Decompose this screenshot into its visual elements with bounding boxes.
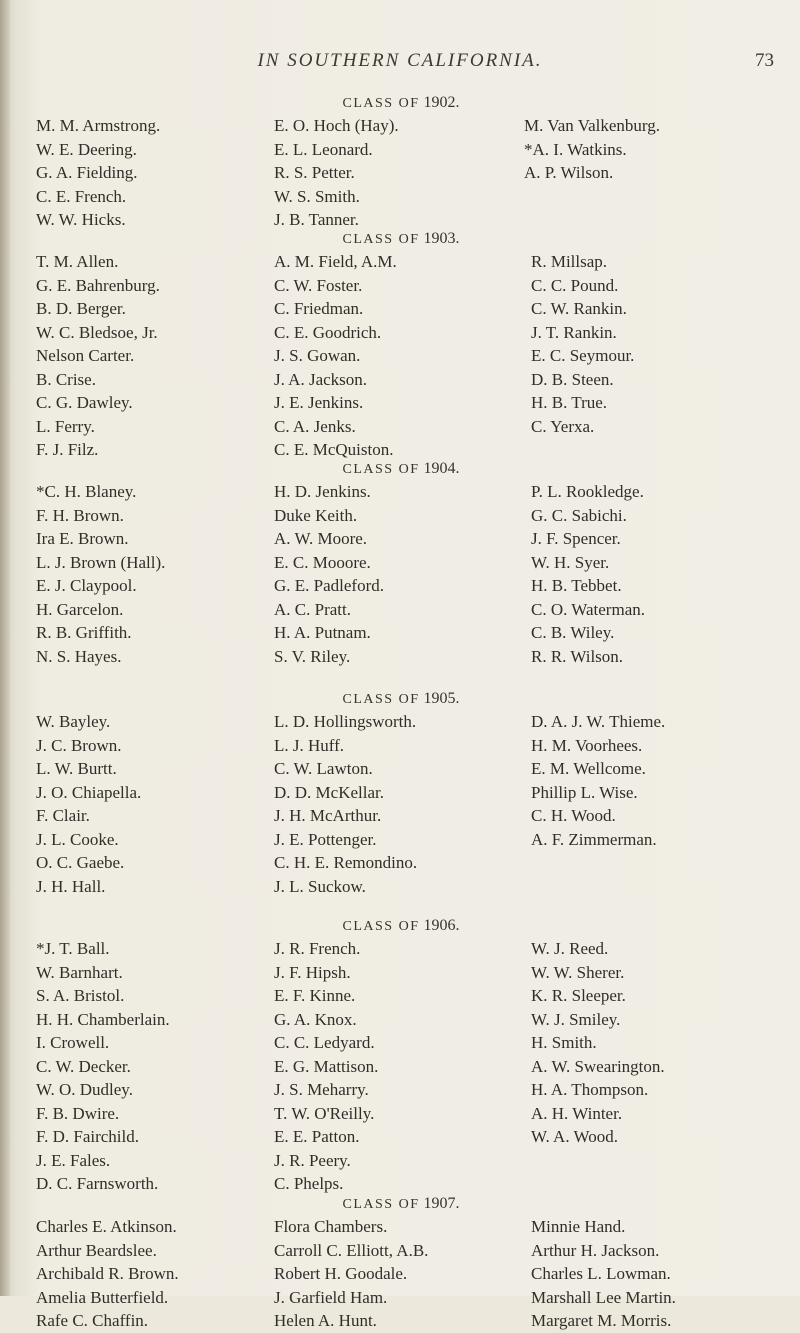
graduate-name: J. E. Jenkins.	[274, 393, 364, 412]
graduate-name: L. J. Brown (Hall).	[36, 552, 166, 572]
graduate-name: D. A. J. W. Thieme.	[531, 712, 666, 731]
class-year: 1905.	[423, 690, 460, 707]
graduate-name: C. O. Waterman.	[531, 599, 645, 619]
graduate-name: J. O. Chiapella.	[36, 782, 142, 802]
graduate-name: W. W. Hicks.	[36, 210, 126, 229]
graduate-name: *A. I. Watkins.	[524, 139, 627, 159]
graduate-name: Marshall Lee Martin.	[531, 1287, 676, 1307]
graduate-name: Ira E. Brown.	[36, 529, 129, 548]
class-heading	[286, 230, 516, 248]
graduate-name: F. B. Dwire.	[36, 1103, 120, 1123]
graduate-name: W. Barnhart.	[36, 962, 123, 982]
running-head: IN SOUTHERN CALIFORNIA.	[257, 50, 543, 71]
graduate-name: I. Crowell.	[36, 1033, 110, 1052]
graduate-name: G. A. Fielding.	[36, 163, 138, 182]
graduate-name: A. M. Field, A.M.	[274, 252, 397, 271]
graduate-name: Amelia Butterfield.	[36, 1287, 169, 1307]
class-year: 1906.	[423, 917, 460, 934]
graduate-name: T. W. O'Reilly.	[274, 1103, 375, 1123]
graduate-name: J. Garfield Ham.	[274, 1287, 388, 1307]
graduate-name: Rafe C. Chaffin.	[36, 1311, 149, 1330]
graduate-name: H. B. Tebbet.	[531, 576, 622, 595]
graduate-name: N. S. Hayes.	[36, 646, 122, 666]
graduate-name: E. F. Kinne.	[274, 986, 356, 1005]
class-heading-label: CLASS OF	[342, 96, 420, 111]
graduate-name: W. A. Wood.	[531, 1127, 618, 1146]
graduate-name: C. Friedman.	[274, 299, 364, 318]
graduate-name: O. C. Gaebe.	[36, 853, 125, 872]
name-column-1	[36, 250, 160, 462]
name-column-3	[531, 937, 665, 1149]
graduate-name: L. Ferry.	[36, 416, 95, 436]
graduate-name: Robert H. Goodale.	[274, 1264, 408, 1283]
graduate-name: H. Garcelon.	[36, 599, 124, 619]
graduate-name: J. S. Gowan.	[274, 346, 361, 365]
graduate-name: E. O. Hoch (Hay).	[274, 116, 399, 135]
class-heading-label: CLASS OF	[342, 1197, 420, 1212]
graduate-name: H. A. Thompson.	[531, 1080, 649, 1099]
graduate-name: C. E. Goodrich.	[274, 322, 382, 342]
graduate-name: W. S. Smith.	[274, 186, 360, 206]
graduate-name: J. R. French.	[274, 939, 361, 958]
graduate-name: J. L. Cooke.	[36, 829, 119, 849]
graduate-name: Nelson Carter.	[36, 346, 135, 365]
name-column-3	[531, 480, 645, 668]
graduate-name: Archibald R. Brown.	[36, 1264, 179, 1283]
graduate-name: S. A. Bristol.	[36, 986, 125, 1005]
class-year: 1904.	[423, 460, 460, 477]
graduate-name: C. G. Dawley.	[36, 393, 133, 412]
graduate-name: C. W. Decker.	[36, 1056, 131, 1076]
graduate-name: A. C. Pratt.	[274, 599, 351, 619]
graduate-name: L. W. Burtt.	[36, 759, 117, 778]
graduate-name: S. V. Riley.	[274, 646, 351, 666]
name-column-3	[524, 114, 660, 185]
name-column-2	[274, 710, 417, 898]
graduate-name: D. D. McKellar.	[274, 782, 385, 802]
graduate-name: Carroll C. Elliott, A.B.	[274, 1240, 429, 1260]
name-column-1	[36, 1215, 179, 1333]
graduate-name: M. Van Valkenburg.	[524, 116, 660, 135]
graduate-name: H. D. Jenkins.	[274, 482, 371, 501]
graduate-name: G. C. Sabichi.	[531, 505, 627, 525]
graduate-name: C. A. Jenks.	[274, 416, 356, 436]
graduate-name: W. O. Dudley.	[36, 1080, 133, 1099]
graduate-name: W. J. Reed.	[531, 939, 609, 958]
graduate-name: J. C. Brown.	[36, 735, 122, 755]
class-heading	[286, 690, 516, 708]
graduate-name: L. D. Hollingsworth.	[274, 712, 417, 731]
graduate-name: H. A. Putnam.	[274, 623, 371, 642]
graduate-name: Duke Keith.	[274, 505, 358, 525]
graduate-name: C. W. Rankin.	[531, 299, 627, 318]
class-heading-label: CLASS OF	[342, 462, 420, 477]
graduate-name: K. R. Sleeper.	[531, 986, 626, 1005]
graduate-name: J. S. Meharry.	[274, 1080, 369, 1099]
graduate-name: A. F. Zimmerman.	[531, 829, 657, 849]
graduate-name: W. J. Smiley.	[531, 1009, 621, 1029]
graduate-name: C. E. French.	[36, 186, 127, 206]
graduate-name: E. L. Leonard.	[274, 139, 373, 159]
graduate-name: Arthur H. Jackson.	[531, 1240, 660, 1260]
name-column-2	[274, 1215, 428, 1333]
graduate-name: E. E. Patton.	[274, 1127, 360, 1146]
graduate-name: F. Clair.	[36, 806, 90, 825]
graduate-name: R. S. Petter.	[274, 163, 355, 182]
class-year: 1902.	[423, 94, 460, 111]
graduate-name: J. L. Suckow.	[274, 876, 366, 896]
graduate-name: E. J. Claypool.	[36, 576, 137, 595]
graduate-name: C. C. Pound.	[531, 275, 619, 295]
graduate-name: R. R. Wilson.	[531, 646, 624, 666]
class-heading-label: CLASS OF	[342, 232, 420, 247]
graduate-name: W. H. Syer.	[531, 552, 610, 572]
graduate-name: E. C. Mooore.	[274, 552, 371, 572]
class-heading-label: CLASS OF	[342, 692, 420, 707]
graduate-name: E. G. Mattison.	[274, 1056, 379, 1076]
name-column-2	[274, 480, 384, 668]
graduate-name: J. B. Tanner.	[274, 210, 359, 229]
graduate-name: C. H. Wood.	[531, 806, 616, 825]
name-column-3	[531, 710, 665, 851]
graduate-name: H. B. True.	[531, 393, 608, 412]
graduate-name: C. H. E. Remondino.	[274, 853, 418, 872]
graduate-name: A. W. Swearington.	[531, 1056, 665, 1076]
graduate-name: B. Crise.	[36, 369, 96, 389]
graduate-name: R. Millsap.	[531, 252, 608, 271]
graduate-name: C. W. Lawton.	[274, 759, 373, 778]
class-year: 1907.	[423, 1195, 460, 1212]
graduate-name: F. J. Filz.	[36, 440, 99, 459]
class-heading	[286, 460, 516, 478]
class-heading	[286, 1195, 516, 1213]
graduate-name: W. C. Bledsoe, Jr.	[36, 322, 158, 342]
name-column-1	[36, 710, 141, 898]
graduate-name: J. A. Jackson.	[274, 369, 368, 389]
graduate-name: G. E. Bahrenburg.	[36, 275, 160, 295]
graduate-name: C. E. McQuiston.	[274, 440, 394, 459]
graduate-name: J. H. McArthur.	[274, 806, 382, 825]
graduate-name: J. F. Spencer.	[531, 529, 621, 548]
graduate-name: R. B. Griffith.	[36, 623, 132, 642]
name-column-3	[531, 1215, 676, 1333]
graduate-name: L. J. Huff.	[274, 735, 345, 755]
graduate-name: C. W. Foster.	[274, 275, 363, 295]
graduate-name: A. H. Winter.	[531, 1103, 623, 1123]
class-heading-label: CLASS OF	[342, 919, 420, 934]
name-column-3	[531, 250, 634, 438]
graduate-name: J. T. Rankin.	[531, 322, 617, 342]
graduate-name: W. Bayley.	[36, 712, 111, 731]
graduate-name: J. F. Hipsh.	[274, 962, 351, 982]
name-column-2	[274, 250, 397, 462]
graduate-name: D. C. Farnsworth.	[36, 1174, 159, 1193]
page-number: 73	[755, 50, 774, 71]
graduate-name: Arthur Beardslee.	[36, 1240, 157, 1260]
name-column-2	[274, 114, 399, 232]
graduate-name: Charles L. Lowman.	[531, 1264, 671, 1283]
page-spine-shadow	[0, 0, 10, 1296]
class-year: 1903.	[423, 230, 460, 247]
graduate-name: H. M. Voorhees.	[531, 735, 643, 755]
graduate-name: H. Smith.	[531, 1033, 597, 1052]
graduate-name: P. L. Rookledge.	[531, 482, 644, 501]
graduate-name: Minnie Hand.	[531, 1217, 626, 1236]
name-column-1	[36, 114, 160, 232]
graduate-name: H. H. Chamberlain.	[36, 1009, 170, 1029]
graduate-name: J. E. Fales.	[36, 1150, 111, 1170]
graduate-name: F. H. Brown.	[36, 505, 124, 525]
graduate-name: J. H. Hall.	[36, 876, 106, 896]
name-column-1	[36, 480, 165, 668]
graduate-name: M. M. Armstrong.	[36, 116, 161, 135]
graduate-name: G. A. Knox.	[274, 1009, 357, 1029]
graduate-name: T. M. Allen.	[36, 252, 119, 271]
graduate-name: Margaret M. Morris.	[531, 1311, 672, 1330]
graduate-name: F. D. Fairchild.	[36, 1127, 139, 1146]
graduate-name: A. W. Moore.	[274, 529, 368, 548]
page-header	[0, 50, 800, 74]
graduate-name: C. Phelps.	[274, 1174, 344, 1193]
class-heading	[286, 917, 516, 935]
graduate-name: Charles E. Atkinson.	[36, 1217, 177, 1236]
graduate-name: C. C. Ledyard.	[274, 1033, 375, 1052]
name-column-1	[36, 937, 170, 1196]
name-column-2	[274, 937, 378, 1196]
graduate-name: E. M. Wellcome.	[531, 759, 646, 778]
graduate-name: W. W. Sherer.	[531, 962, 625, 982]
graduate-name: C. B. Wiley.	[531, 623, 615, 642]
class-heading	[286, 94, 516, 112]
graduate-name: A. P. Wilson.	[524, 163, 614, 182]
graduate-name: C. Yerxa.	[531, 416, 595, 436]
graduate-name: G. E. Padleford.	[274, 576, 385, 595]
graduate-name: J. E. Pottenger.	[274, 829, 377, 849]
graduate-name: Helen A. Hunt.	[274, 1311, 377, 1330]
graduate-name: Flora Chambers.	[274, 1217, 388, 1236]
graduate-name: *C. H. Blaney.	[36, 482, 137, 501]
graduate-name: E. C. Seymour.	[531, 346, 635, 365]
graduate-name: J. R. Peery.	[274, 1150, 351, 1170]
graduate-name: W. E. Deering.	[36, 139, 137, 159]
graduate-name: D. B. Steen.	[531, 369, 614, 389]
graduate-name: *J. T. Ball.	[36, 939, 110, 958]
graduate-name: Phillip L. Wise.	[531, 782, 638, 802]
graduate-name: B. D. Berger.	[36, 299, 126, 318]
